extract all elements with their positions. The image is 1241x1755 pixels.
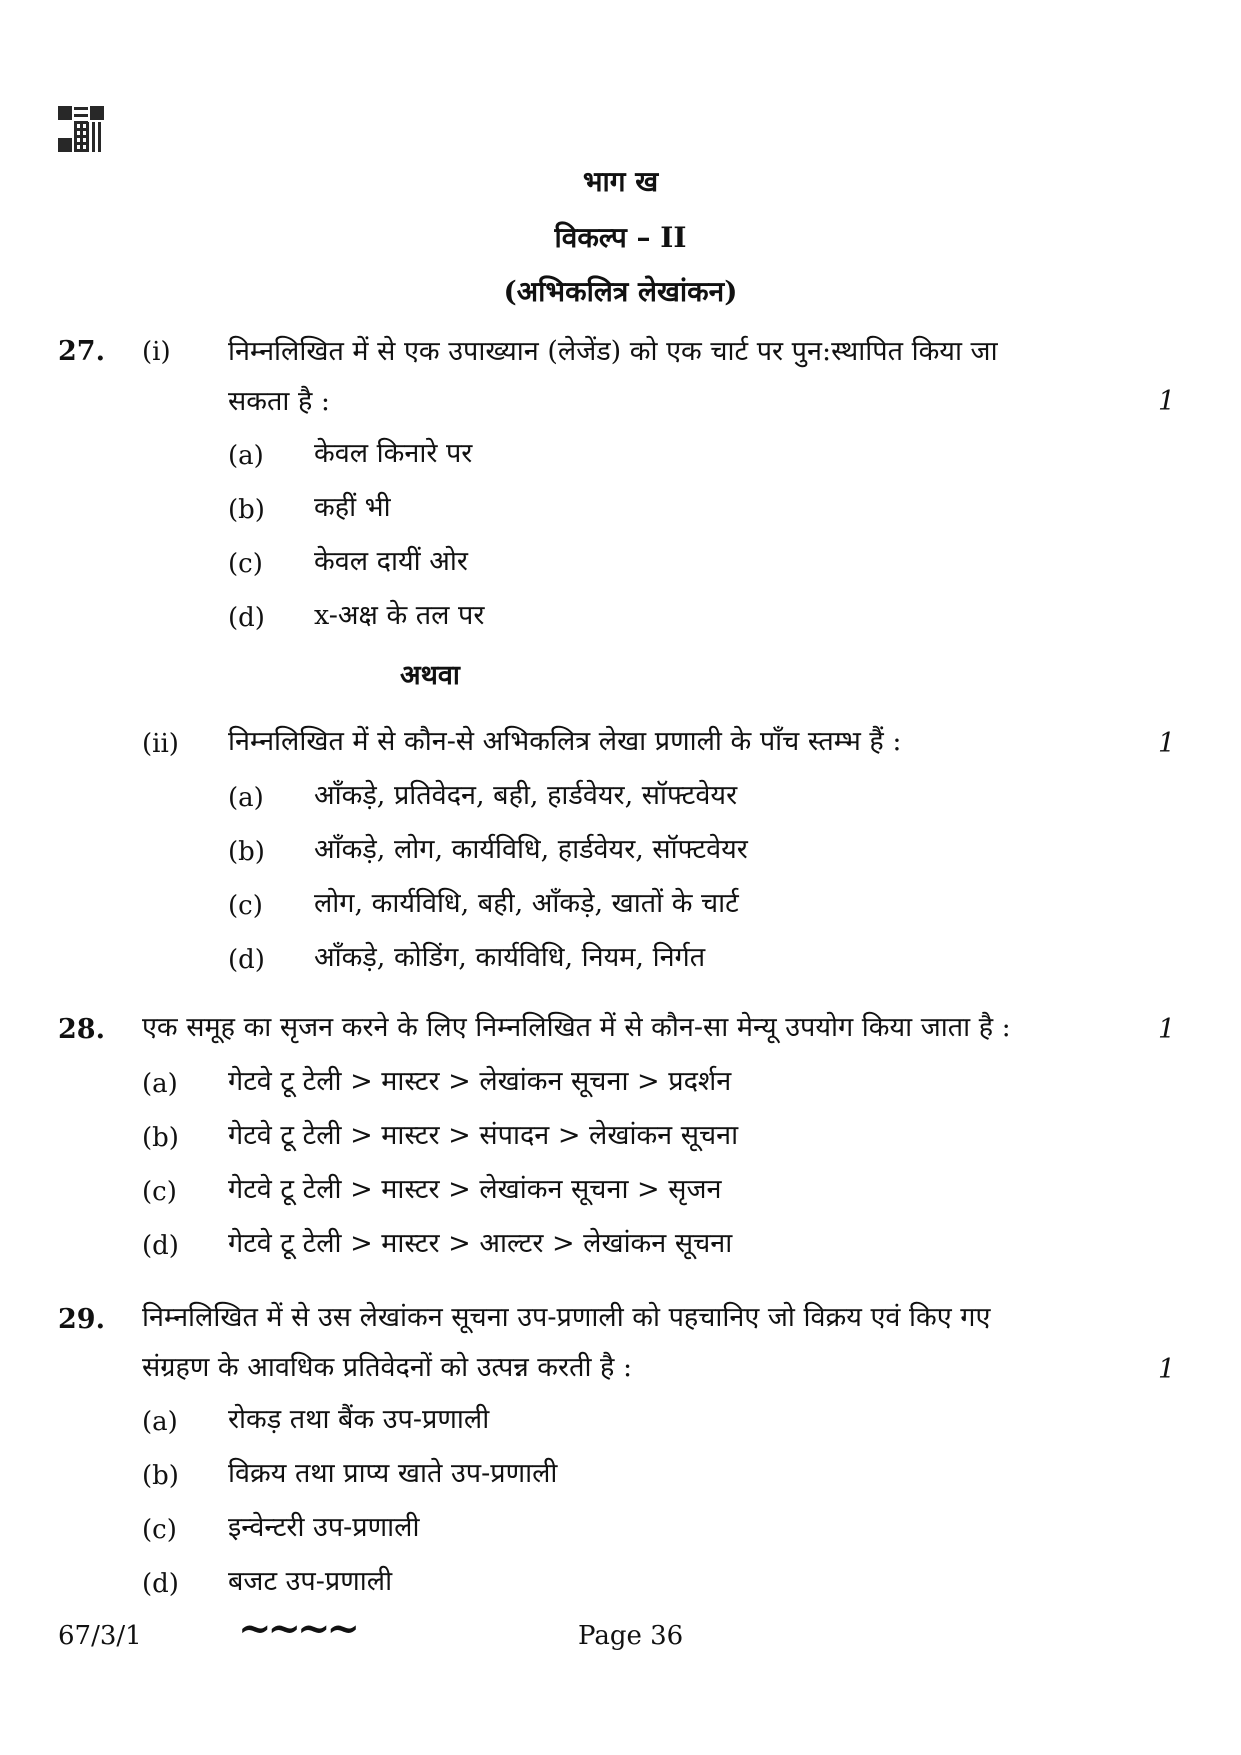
option-label: (b) bbox=[142, 1123, 179, 1153]
marks: 1 bbox=[1158, 1014, 1176, 1045]
option-label: (a) bbox=[142, 1407, 178, 1437]
option-label: (c) bbox=[228, 891, 263, 921]
option-text: केवल किनारे पर bbox=[314, 438, 473, 469]
question-text: निम्नलिखित में से कौन-से अभिकलित्र लेखा प्रणाली के पाँच स्तम्भ हैं : bbox=[228, 726, 902, 757]
paper-code: 67/3/1 bbox=[58, 1621, 142, 1651]
option-text: x-अक्ष के तल पर bbox=[314, 600, 485, 631]
option-text: बजट उप-प्रणाली bbox=[228, 1566, 393, 1597]
part-heading: भाग ख bbox=[582, 165, 659, 198]
qr-code-icon bbox=[58, 106, 104, 152]
option-text: गेटवे टू टेली > मास्टर > लेखांकन सूचना > सृजन bbox=[228, 1174, 722, 1205]
page-number: Page 36 bbox=[578, 1621, 684, 1651]
option-text: गेटवे टू टेली > मास्टर > संपादन > लेखांकन सूचना bbox=[228, 1120, 739, 1151]
question-number: 28. bbox=[58, 1014, 105, 1045]
marks: 1 bbox=[1158, 728, 1176, 759]
option-text: लोग, कार्यविधि, बही, आँकड़े, खातों के चार्ट bbox=[314, 888, 739, 919]
option-label: (a) bbox=[142, 1069, 178, 1099]
question-text: निम्नलिखित में से उस लेखांकन सूचना उप-प्रणाली को पहचानिए जो विक्रय एवं किए गए bbox=[142, 1302, 991, 1333]
question-text: संग्रहण के आवधिक प्रतिवेदनों को उत्पन्न करती है : bbox=[142, 1352, 633, 1383]
option-label: (b) bbox=[142, 1461, 179, 1491]
option-text: कहीं भी bbox=[314, 492, 391, 523]
question-text: निम्नलिखित में से एक उपाख्यान (लेजेंड) को एक चार्ट पर पुन:स्थापित किया जा bbox=[228, 336, 998, 367]
option-label: (d) bbox=[228, 945, 265, 975]
option-text: आँकड़े, प्रतिवेदन, बही, हार्डवेयर, सॉफ्टवेयर bbox=[314, 780, 738, 811]
option-text: आँकड़े, लोग, कार्यविधि, हार्डवेयर, सॉफ्टवेयर bbox=[314, 834, 748, 865]
question-text: एक समूह का सृजन करने के लिए निम्नलिखित में से कौन-सा मेन्यू उपयोग किया जाता है : bbox=[142, 1012, 1011, 1043]
option-label: (c) bbox=[142, 1177, 177, 1207]
option-label: (b) bbox=[228, 495, 265, 525]
option-heading: विकल्प – II bbox=[554, 221, 687, 254]
question-text: सकता है : bbox=[228, 386, 330, 417]
option-text: गेटवे टू टेली > मास्टर > लेखांकन सूचना > प्रदर्शन bbox=[228, 1066, 732, 1097]
option-text: रोकड़ तथा बैंक उप-प्रणाली bbox=[228, 1404, 490, 1435]
marks: 1 bbox=[1158, 386, 1176, 417]
option-label: (c) bbox=[228, 549, 263, 579]
option-text: गेटवे टू टेली > मास्टर > आल्टर > लेखांकन सूचना bbox=[228, 1228, 733, 1259]
option-text: केवल दायीं ओर bbox=[314, 546, 468, 577]
question-number: 29. bbox=[58, 1304, 105, 1335]
tilde-ornament: ~~~~ bbox=[238, 1605, 357, 1652]
option-label: (a) bbox=[228, 783, 264, 813]
question-number: 27. bbox=[58, 336, 105, 367]
option-text: आँकड़े, कोडिंग, कार्यविधि, नियम, निर्गत bbox=[314, 942, 706, 973]
option-label: (c) bbox=[142, 1515, 177, 1545]
option-label: (a) bbox=[228, 441, 264, 471]
sub-question-label: (i) bbox=[142, 337, 171, 367]
option-label: (d) bbox=[142, 1231, 179, 1261]
option-label: (d) bbox=[142, 1569, 179, 1599]
option-text: इन्वेन्टरी उप-प्रणाली bbox=[228, 1512, 420, 1543]
or-separator: अथवा bbox=[400, 660, 460, 691]
option-label: (d) bbox=[228, 603, 265, 633]
marks: 1 bbox=[1158, 1354, 1176, 1385]
option-text: विक्रय तथा प्राप्य खाते उप-प्रणाली bbox=[228, 1458, 558, 1489]
option-label: (b) bbox=[228, 837, 265, 867]
subject-heading: (अभिकलित्र लेखांकन) bbox=[503, 275, 738, 308]
sub-question-label: (ii) bbox=[142, 729, 179, 759]
